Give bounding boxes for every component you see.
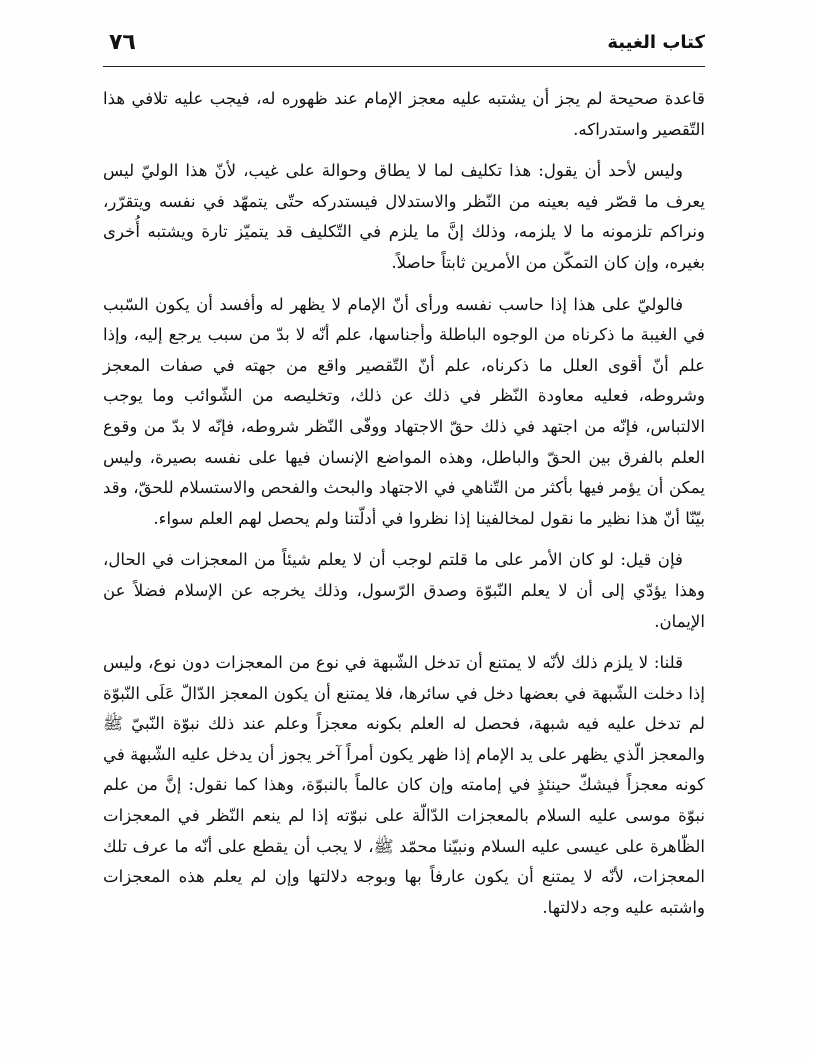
header-divider bbox=[103, 66, 705, 67]
paragraph-4: فإن قيل: لو كان الأمر على ما قلتم لوجب أن لا يعلم شيئاً من المعجزات في الحال، وهذا يؤدّي إلى أن لا يعلم النّبوّة وصدق الرّسول، وذلك يخرجه عن الإسلام فضلاً عن الإيمان. bbox=[103, 550, 705, 631]
page-header bbox=[103, 30, 705, 64]
page-number: ٧٦ bbox=[109, 30, 136, 55]
paragraph-2: وليس لأحد أن يقول: هذا تكليف لما لا يطاق وحوالة على غيب، لأنّ هذا الوليّ ليس يعرف ما قصّر فيه بعينه من النّظر والاستدلال فيستدركه حتّى يتمهّد في نفسه ويتقرّر، ونراكم تلزمونه ما لا يلزمه، وذلك إنَّ ما يلزم في التّكليف قد يتميّز تارة ويشتبه أُخرى بغيره، وإن كان التمكّن من الأمرين ثابتاً حاصلاً. bbox=[103, 161, 705, 272]
paragraph-3: فالوليّ على هذا إذا حاسب نفسه ورأى أنّ الإمام لا يظهر له وأفسد أن يكون السّبب في الغيبة ما ذكرناه من الوجوه الباطلة وأجناسها، علم أنّه لا بدّ من سبب يرجع إليه، وإذا علم أنّ أقوى العلل ما ذكرناه، علم أنّ التّقصير واقع من جهته في صفات المعجز وشروطه، فعليه معاودة النّظر في ذلك عن ذلك، وتخليصه من الشّوائب وما يوجب الالتباس، فإنّه من اجتهد في ذلك حقّ الاجتهاد ووفّى النّظر شروطه، فإنّه لا بدّ من وقوع العلم بالفرق بين الحقّ والباطل، وهذه المواضع الإنسان فيها على نفسه بصيرة، وليس يمكن أن يؤمر فيها بأكثر من التّناهي في الاجتهاد والبحث والفحص والاستسلام للحقّ، وقد بيّنّا أنّ هذا نظير ما نقول لمخالفينا إذا نظروا في أدلّتنا ولم يحصل لهم العلم سواء. bbox=[103, 294, 705, 528]
paragraph-5: قلنا: لا يلزم ذلك لأنّه لا يمتنع أن تدخل الشّبهة في نوع من المعجزات دون نوع، وليس إذا دخلت الشّبهة في بعضها دخل في سائرها، فلا يمتنع أن يكون المعجز الدّالّ عَلَى النّبوّة لم تدخل عليه فيه شبهة، فحصل له العلم بكونه معجزاً وعلم عند ذلك نبوّة النّبيّ ﷺ والمعجز الّذي يظهر على يد الإمام إذا ظهر يكون أمراً آخر يجوز أن يدخل عليه الشّبهة في كونه معجزاً فيشكّ حينئذٍ في إمامته وإن كان عالماً بالنبوّة، وهذا كما نقول: إنَّ من علم نبوّة موسى عليه السلام بالمعجزات الدّالّة على نبوّته إذا لم ينعم النّظر في المعجزات الظّاهرة على عيسى عليه السلام ونبيّنا محمّد ﷺ، لا يجب أن يقطع على أنّه ما عرف تلك المعجزات، لأنّه لا يمتنع أن يكون عارفاً بها وبوجه دلالتها وإن لم يعلم هذه المعجزات واشتبه عليه وجه دلالتها. bbox=[103, 653, 705, 917]
running-title: كتاب الغيبة bbox=[607, 32, 705, 53]
paragraph-1: قاعدة صحيحة لم يجز أن يشتبه عليه معجز الإمام عند ظهوره له، فيجب عليه تلافي هذا التّقصير واستدراكه. bbox=[103, 89, 705, 139]
page-body bbox=[103, 84, 705, 934]
